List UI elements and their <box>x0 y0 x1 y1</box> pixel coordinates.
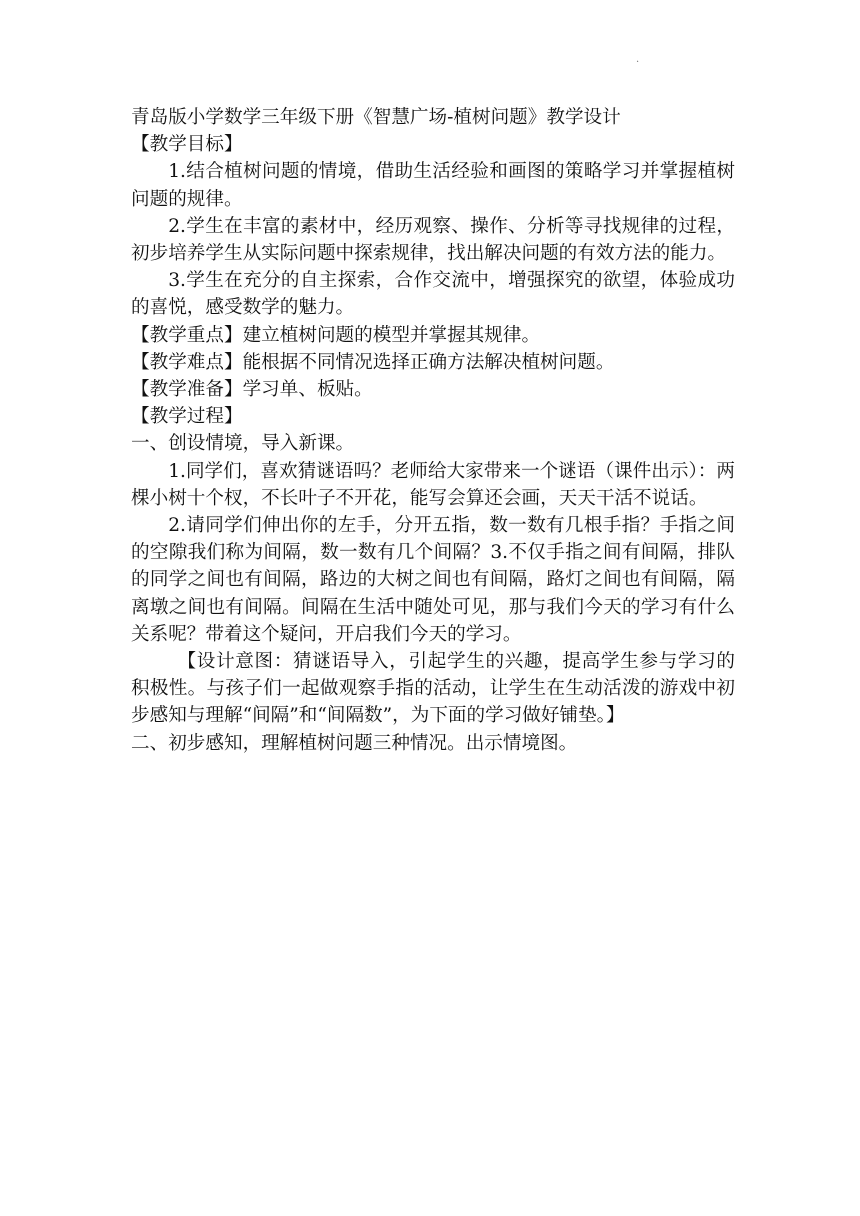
section-2-heading: 二、初步感知，理解植树问题三种情况。出示情境图。 <box>131 732 578 754</box>
goals-heading: 【教学目标】 <box>131 134 243 156</box>
section-1-paragraph-1: 1.同学们，喜欢猜谜语吗？老师给大家带来一个谜语（课件出示）：两棵小树十个杈，不长叶子不开花，能写会算还会画，天天干活不说话。 <box>131 460 735 509</box>
document-title: 青岛版小学数学三年级下册《智慧广场-植树问题》教学设计 <box>131 107 621 128</box>
design-intent: 【设计意图：猜谜语导入，引起学生的兴趣，提高学生参与学习的积极性。与孩子们一起做观察手指的活动，让学生在生动活泼的游戏中初步感知与理解“间隔”和“间隔数”，为下面的学习做好铺垫。】 <box>131 651 735 727</box>
goal-item-2: 2.学生在丰富的素材中，经历观察、操作、分析等寻找规律的过程，初步培养学生从实际问题中探索规律，找出解决问题的有效方法的能力。 <box>131 215 735 265</box>
section-1-heading: 一、创设情境，导入新课。 <box>131 433 355 455</box>
goal-item-1: 1.结合植树问题的情境，借助生活经验和画图的策略学习并掌握植树问题的规律。 <box>131 161 735 210</box>
preparation: 【教学准备】学习单、板贴。 <box>131 379 373 401</box>
process-heading: 【教学过程】 <box>131 406 243 428</box>
corner-mark: . <box>636 54 640 65</box>
goal-item-3: 3.学生在充分的自主探索，合作交流中，增强探究的欲望，体验成功的喜悦，感受数学的魅力。 <box>131 270 735 319</box>
difficulty: 【教学难点】能根据不同情况选择正确方法解决植树问题。 <box>131 351 615 373</box>
document-body <box>131 104 735 757</box>
section-1-paragraph-2: 2.请同学们伸出你的左手，分开五指，数一数有几根手指？手指之间的空隙我们称为间隔，数一数有几个间隔？3.不仅手指之间有间隔，排队的同学之间也有间隔，路边的大树之间也有间隔，路灯之间也有间隔，隔离墩之间也有间隔。间隔在生活中随处可见，那与我们今天的学习有什么关系呢？带着这个疑问，开启我们今天的学习。 <box>131 515 735 645</box>
key-point: 【教学重点】建立植树问题的模型并掌握其规律。 <box>131 324 541 346</box>
